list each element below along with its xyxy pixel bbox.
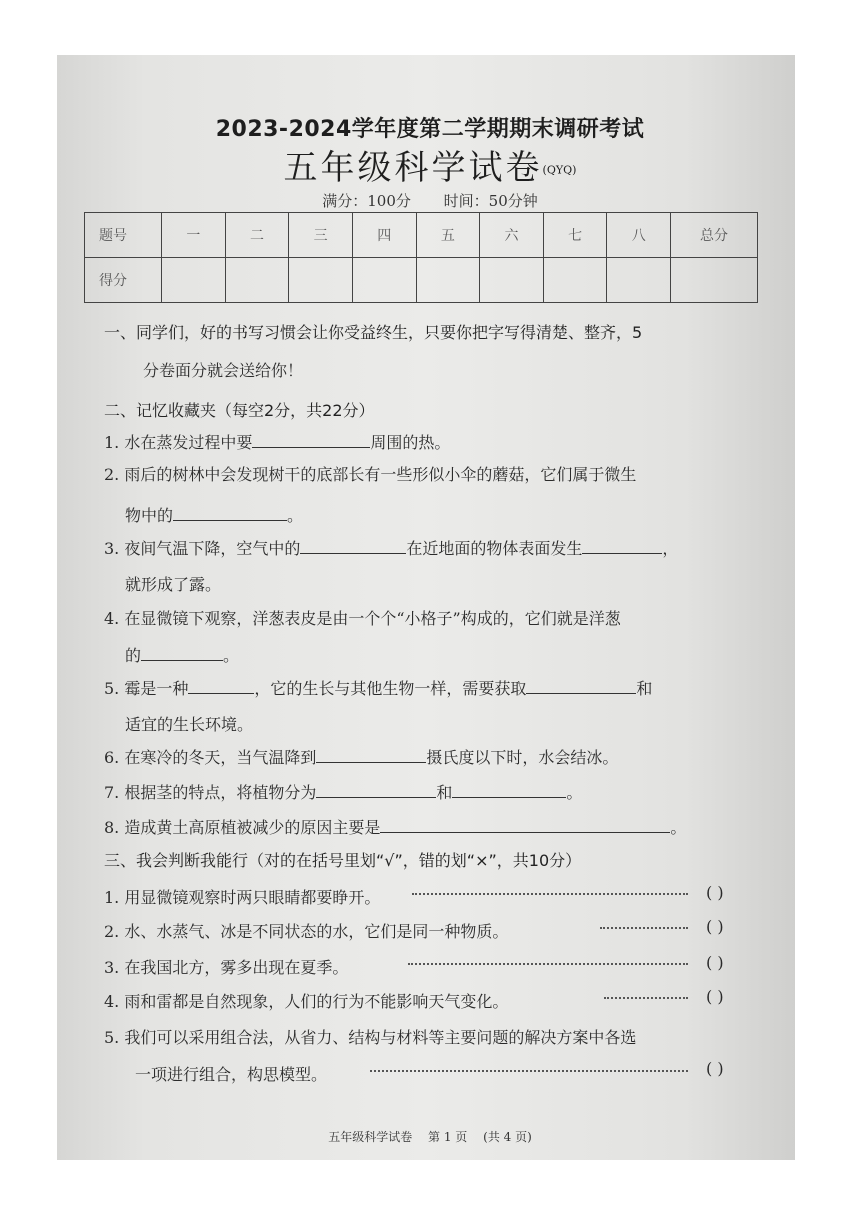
question-2-1 xyxy=(104,430,450,453)
q-text: 摄氏度以下时，水会结冰。 xyxy=(426,748,619,767)
q-text: 。 xyxy=(223,646,240,665)
footer-page: 第 1 页 xyxy=(428,1130,468,1144)
q-text: 7. 根据茎的特点，将植物分为 xyxy=(104,783,317,802)
score-table xyxy=(84,212,758,303)
q-text: 在近地面的物体表面发生 xyxy=(406,539,583,558)
judge-text: 3. 在我国北方，雾多出现在夏季。 xyxy=(104,958,349,977)
question-2-6 xyxy=(104,745,618,768)
col-header: 四 xyxy=(352,213,416,258)
answer-paren[interactable]: ( ) xyxy=(706,987,724,1006)
subject-title-text: 五年级科学试卷 xyxy=(283,148,543,188)
leader-dots xyxy=(408,951,688,965)
question-2-5 xyxy=(104,676,652,699)
score-cell[interactable] xyxy=(289,258,353,303)
question-2-3 xyxy=(104,536,678,559)
col-header: 三 xyxy=(289,213,353,258)
leader-dots xyxy=(600,915,688,929)
answer-paren[interactable]: ( ) xyxy=(706,953,724,972)
question-2-7 xyxy=(104,780,582,803)
q-text: 和 xyxy=(436,783,453,802)
question-2-2-cont xyxy=(125,503,303,526)
judge-item-4 xyxy=(104,989,508,1012)
q-text: 6. 在寒冷的冬天，当气温降到 xyxy=(104,748,317,767)
exam-time: 时间：50分钟 xyxy=(443,192,538,210)
exam-subject-title xyxy=(0,140,860,189)
row-label-question: 题号 xyxy=(85,213,162,258)
q-text: 1. 水在蒸发过程中要 xyxy=(104,433,253,452)
judge-item-5 xyxy=(104,1025,636,1048)
question-2-4: 4. 在显微镜下观察，洋葱表皮是由一个个“小格子”构成的，它们就是洋葱 xyxy=(104,609,621,628)
q-text: 5. 霉是一种 xyxy=(104,679,189,698)
question-2-5-cont: 适宜的生长环境。 xyxy=(125,715,254,734)
score-cell[interactable] xyxy=(480,258,544,303)
score-cell[interactable] xyxy=(225,258,289,303)
score-table-header-row xyxy=(85,213,758,258)
question-2-8 xyxy=(104,815,686,838)
judge-item-1 xyxy=(104,885,380,908)
col-header: 六 xyxy=(480,213,544,258)
section1-line1: 一、同学们，好的书写习惯会让你受益终生，只要你把字写得清楚、整齐，5 xyxy=(104,323,643,342)
full-score: 满分：100分 xyxy=(322,192,411,210)
section1-line2: 分卷面分就会送给你！ xyxy=(143,361,304,380)
col-header: 二 xyxy=(225,213,289,258)
page-footer xyxy=(0,1128,860,1145)
q-text: ，它的生长与其他生物一样，需要获取 xyxy=(254,679,527,698)
score-cell[interactable] xyxy=(162,258,226,303)
answer-paren[interactable]: ( ) xyxy=(706,1059,724,1078)
score-cell[interactable] xyxy=(416,258,480,303)
col-header: 一 xyxy=(162,213,226,258)
answer-blank[interactable] xyxy=(141,646,223,661)
row-label-score: 得分 xyxy=(85,258,162,303)
score-cell[interactable] xyxy=(352,258,416,303)
answer-blank[interactable] xyxy=(380,818,670,833)
section2-heading: 二、记忆收藏夹（每空2分，共22分） xyxy=(104,401,375,420)
judge-text: 4. 雨和雷都是自然现象，人们的行为不能影响天气变化。 xyxy=(104,992,509,1011)
answer-blank[interactable] xyxy=(526,679,636,694)
answer-paren[interactable]: ( ) xyxy=(706,883,724,902)
score-table-score-row xyxy=(85,258,758,303)
leader-dots xyxy=(370,1058,688,1072)
answer-blank[interactable] xyxy=(300,539,406,554)
judge-item-3 xyxy=(104,955,348,978)
q-text: 和 xyxy=(636,679,653,698)
answer-blank[interactable] xyxy=(582,539,662,554)
answer-paren[interactable]: ( ) xyxy=(706,917,724,936)
question-2-2: 2. 雨后的树林中会发现树干的底部长有一些形似小伞的蘑菇，它们属于微生 xyxy=(104,465,637,484)
answer-blank[interactable] xyxy=(316,783,436,798)
score-cell[interactable] xyxy=(543,258,607,303)
question-2-4-cont xyxy=(125,643,239,666)
exam-meta xyxy=(0,190,860,211)
footer-title: 五年级科学试卷 xyxy=(328,1130,413,1144)
answer-blank[interactable] xyxy=(173,506,287,521)
q-text: 3. 夜间气温下降，空气中的 xyxy=(104,539,301,558)
q-text: 。 xyxy=(287,506,304,525)
q-text: 。 xyxy=(670,818,687,837)
col-header: 八 xyxy=(607,213,671,258)
col-header-total: 总分 xyxy=(671,213,758,258)
judge-item-5-cont xyxy=(135,1062,327,1085)
answer-blank[interactable] xyxy=(452,783,566,798)
paper-code: (QYQ) xyxy=(542,163,577,177)
q-text: 周围的热。 xyxy=(370,433,451,452)
q-text: 的 xyxy=(125,646,142,665)
exam-title: 2023-2024学年度第二学期期末调研考试 xyxy=(215,117,645,142)
leader-dots xyxy=(604,985,688,999)
answer-blank[interactable] xyxy=(188,679,254,694)
footer-total: (共 4 页) xyxy=(483,1130,532,1144)
question-2-3-cont: 就形成了露。 xyxy=(125,575,222,594)
judge-text: 一项进行组合，构思模型。 xyxy=(135,1065,328,1084)
answer-blank[interactable] xyxy=(316,748,426,763)
judge-item-2 xyxy=(104,919,508,942)
q-text: 8. 造成黄土高原植被减少的原因主要是 xyxy=(104,818,381,837)
q-text: 。 xyxy=(566,783,583,802)
judge-text: 1. 用显微镜观察时两只眼睛都要睁开。 xyxy=(104,888,381,907)
section3-heading: 三、我会判断我能行（对的在括号里划“√”，错的划“×”，共10分） xyxy=(104,851,582,870)
score-cell[interactable] xyxy=(671,258,758,303)
answer-blank[interactable] xyxy=(252,433,370,448)
col-header: 七 xyxy=(543,213,607,258)
col-header: 五 xyxy=(416,213,480,258)
judge-text: 2. 水、水蒸气、冰是不同状态的水，它们是同一种物质。 xyxy=(104,922,509,941)
leader-dots xyxy=(412,881,688,895)
q-text: 物中的 xyxy=(125,506,174,525)
score-cell[interactable] xyxy=(607,258,671,303)
judge-text: 5. 我们可以采用组合法，从省力、结构与材料等主要问题的解决方案中各选 xyxy=(104,1028,637,1047)
q-text: ， xyxy=(662,539,679,558)
